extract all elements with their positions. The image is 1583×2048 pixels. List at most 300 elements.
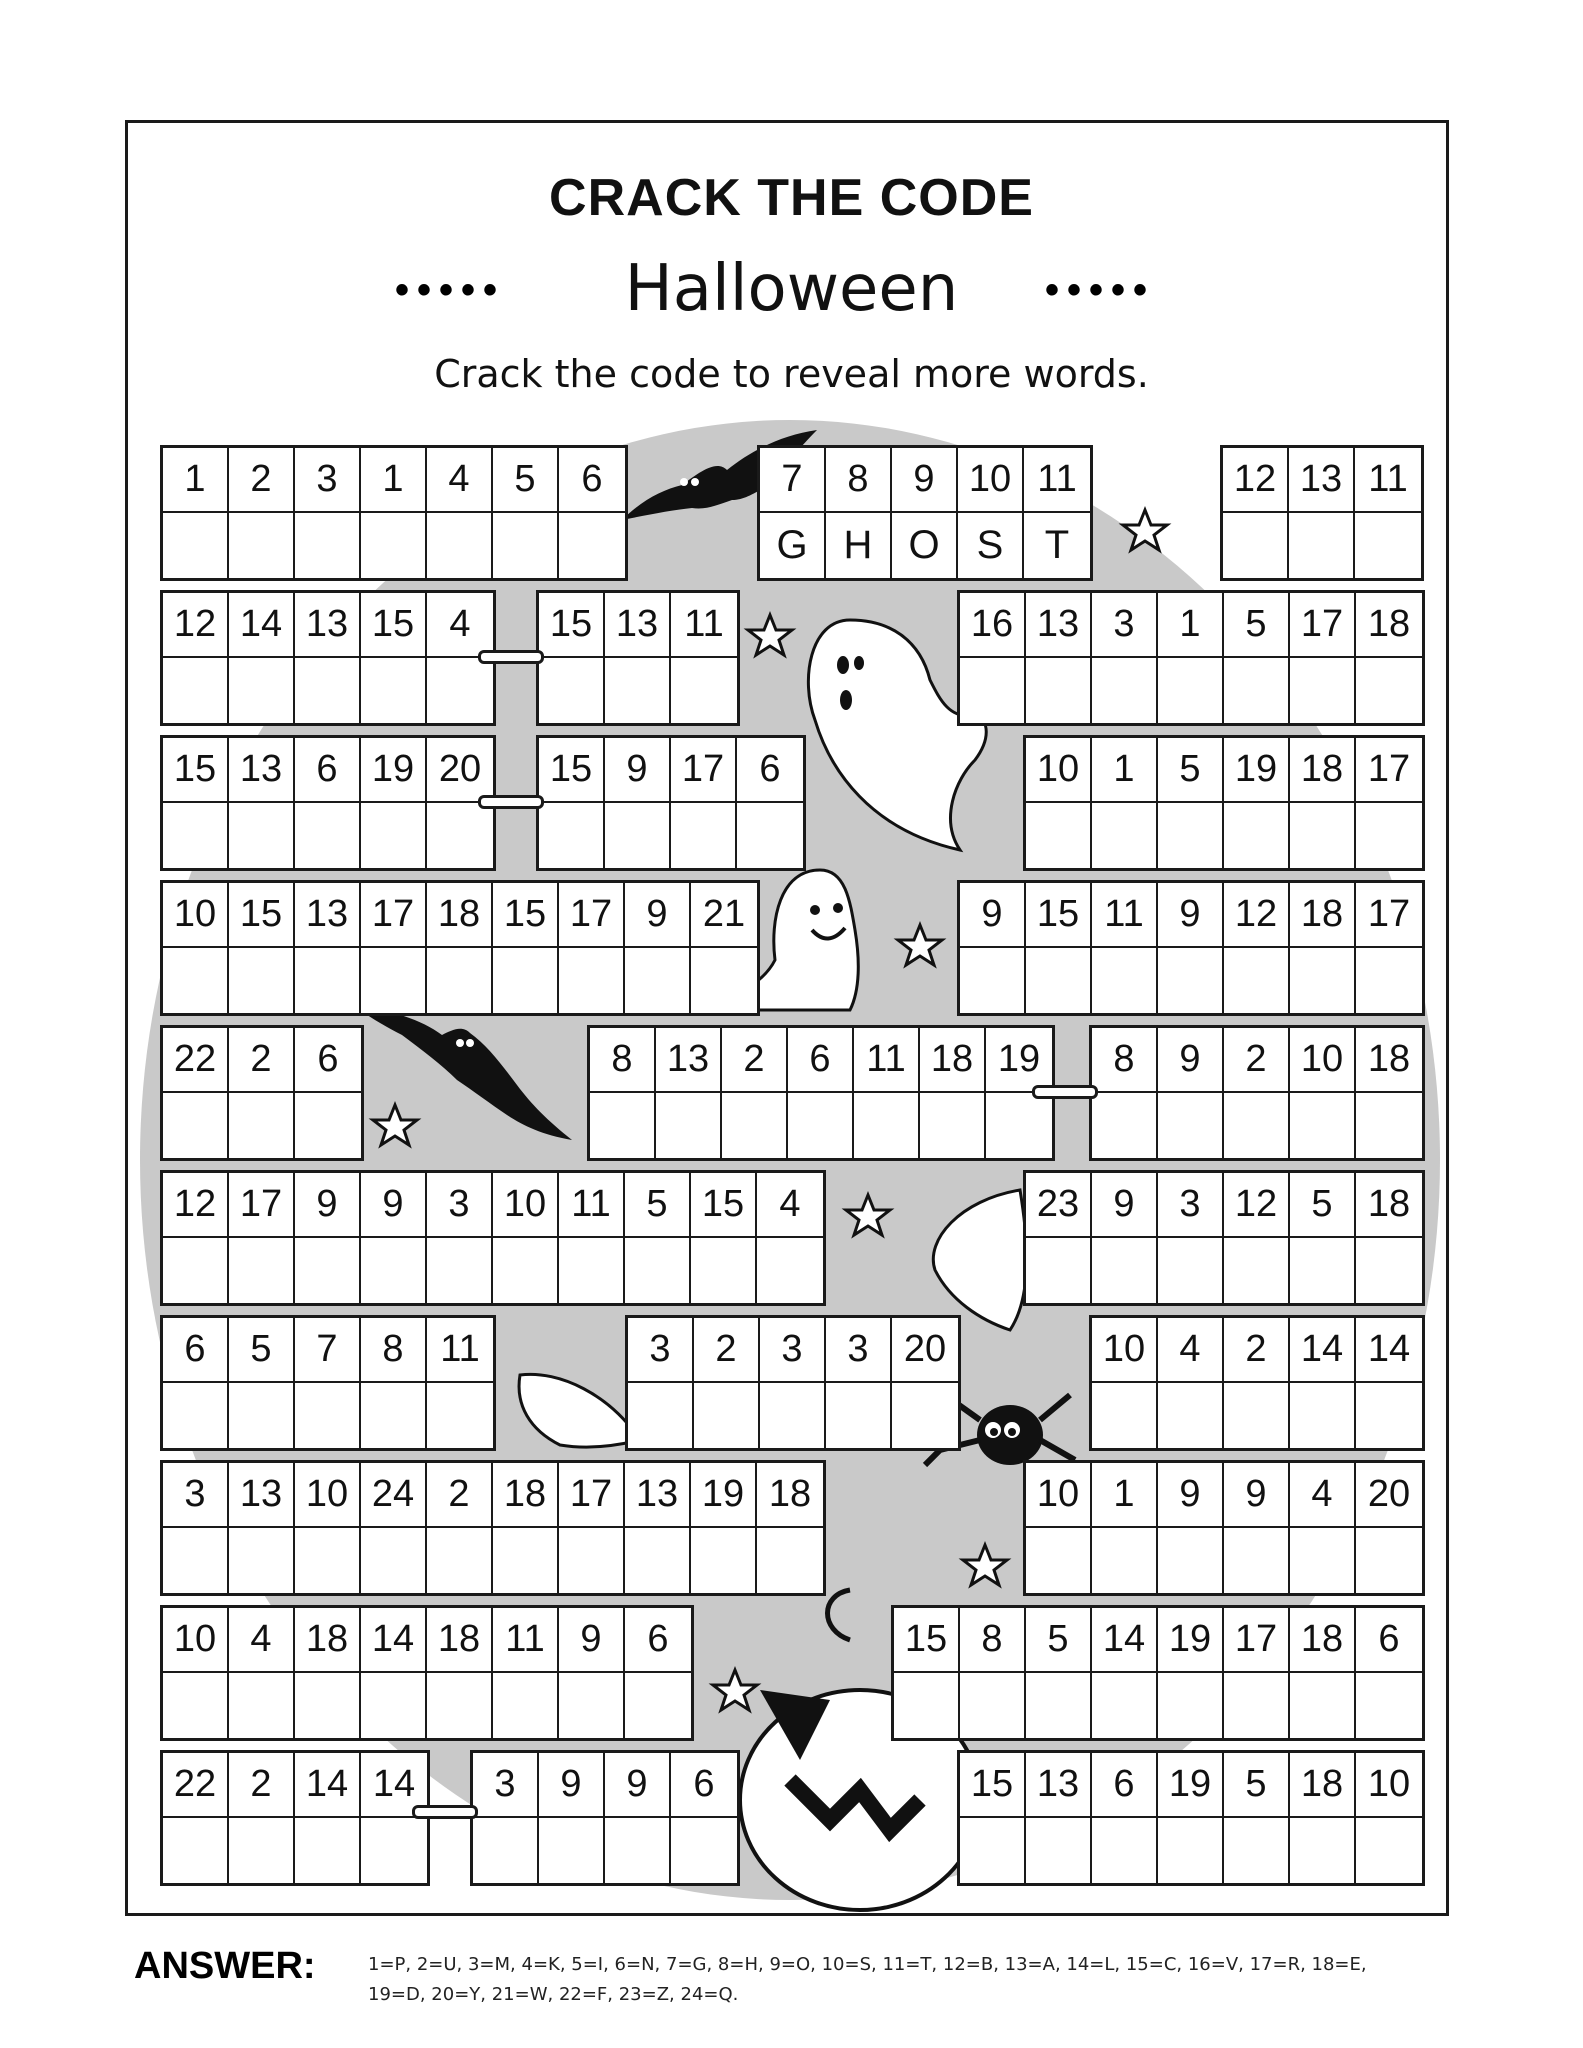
- letter-slot[interactable]: [361, 1383, 425, 1448]
- letter-slot[interactable]: T: [1044, 523, 1070, 567]
- code-cell[interactable]: [1290, 1028, 1356, 1158]
- letter-slot[interactable]: [1356, 1383, 1422, 1448]
- code-cell[interactable]: [605, 738, 671, 868]
- letter-slot[interactable]: [1026, 1818, 1090, 1883]
- code-cell[interactable]: [788, 1028, 854, 1158]
- code-cell[interactable]: [427, 1463, 493, 1593]
- code-cell[interactable]: [1224, 1608, 1290, 1738]
- code-cell[interactable]: [361, 448, 427, 578]
- code-cell[interactable]: [229, 1173, 295, 1303]
- code-cell[interactable]: [1356, 1463, 1422, 1593]
- letter-slot[interactable]: [427, 513, 491, 578]
- code-cell[interactable]: [760, 1318, 826, 1448]
- letter-slot[interactable]: [625, 1528, 689, 1593]
- code-cell[interactable]: [691, 883, 757, 1013]
- letter-slot[interactable]: [427, 1528, 491, 1593]
- code-cell[interactable]: [229, 1608, 295, 1738]
- code-cell[interactable]: [427, 1608, 493, 1738]
- code-cell[interactable]: [163, 1608, 229, 1738]
- code-cell[interactable]: [295, 448, 361, 578]
- letter-slot[interactable]: [493, 513, 557, 578]
- code-cell[interactable]: [1092, 738, 1158, 868]
- code-cell[interactable]: [1224, 738, 1290, 868]
- letter-slot[interactable]: [295, 1238, 359, 1303]
- code-cell[interactable]: [295, 738, 361, 868]
- code-cell[interactable]: [295, 1173, 361, 1303]
- letter-slot[interactable]: [892, 1383, 958, 1448]
- code-cell[interactable]: [1356, 1753, 1422, 1883]
- code-cell[interactable]: [1290, 593, 1356, 723]
- letter-slot[interactable]: [1356, 1673, 1422, 1738]
- code-cell[interactable]: [163, 1318, 229, 1448]
- letter-slot[interactable]: [1356, 1093, 1422, 1158]
- letter-slot[interactable]: [229, 1093, 293, 1158]
- code-cell[interactable]: [361, 1608, 427, 1738]
- code-cell[interactable]: [163, 593, 229, 723]
- letter-slot[interactable]: [656, 1093, 720, 1158]
- code-cell[interactable]: [1092, 593, 1158, 723]
- code-cell[interactable]: [1092, 1028, 1158, 1158]
- letter-slot[interactable]: [737, 803, 803, 868]
- letter-slot[interactable]: [229, 1238, 293, 1303]
- letter-slot[interactable]: [295, 1383, 359, 1448]
- code-cell[interactable]: [1356, 1028, 1422, 1158]
- letter-slot[interactable]: [1224, 1818, 1288, 1883]
- code-cell[interactable]: [1092, 1318, 1158, 1448]
- letter-slot[interactable]: [229, 1818, 293, 1883]
- code-cell[interactable]: [694, 1318, 760, 1448]
- letter-slot[interactable]: [229, 1383, 293, 1448]
- code-cell[interactable]: [1290, 1173, 1356, 1303]
- code-cell[interactable]: [1290, 1608, 1356, 1738]
- code-cell[interactable]: [1026, 738, 1092, 868]
- code-cell[interactable]: [1092, 1753, 1158, 1883]
- code-cell[interactable]: [894, 1608, 960, 1738]
- letter-slot[interactable]: [1290, 1528, 1354, 1593]
- letter-slot[interactable]: [1026, 1238, 1090, 1303]
- letter-slot[interactable]: [229, 948, 293, 1013]
- letter-slot[interactable]: [1290, 803, 1354, 868]
- code-cell[interactable]: [854, 1028, 920, 1158]
- letter-slot[interactable]: [894, 1673, 958, 1738]
- letter-slot[interactable]: [960, 1673, 1024, 1738]
- code-cell[interactable]: [826, 1318, 892, 1448]
- letter-slot[interactable]: [539, 1818, 603, 1883]
- letter-slot[interactable]: [361, 658, 425, 723]
- letter-slot[interactable]: [163, 1818, 227, 1883]
- letter-slot[interactable]: [788, 1093, 852, 1158]
- letter-slot[interactable]: [229, 513, 293, 578]
- letter-slot[interactable]: [559, 1238, 623, 1303]
- code-cell[interactable]: [590, 1028, 656, 1158]
- code-cell[interactable]: [229, 1463, 295, 1593]
- letter-slot[interactable]: [163, 658, 227, 723]
- letter-slot[interactable]: [671, 803, 735, 868]
- letter-slot[interactable]: [427, 948, 491, 1013]
- letter-slot[interactable]: [760, 1383, 824, 1448]
- code-cell[interactable]: [1158, 1028, 1224, 1158]
- letter-slot[interactable]: [1092, 1383, 1156, 1448]
- code-cell[interactable]: [1224, 1318, 1290, 1448]
- code-cell[interactable]: [960, 1608, 1026, 1738]
- letter-slot[interactable]: [1223, 513, 1287, 578]
- letter-slot[interactable]: [427, 658, 493, 723]
- code-cell[interactable]: [163, 1463, 229, 1593]
- letter-slot[interactable]: [605, 1818, 669, 1883]
- code-cell[interactable]: [605, 1753, 671, 1883]
- code-cell[interactable]: [1290, 1463, 1356, 1593]
- letter-slot[interactable]: [493, 1673, 557, 1738]
- letter-slot[interactable]: [1290, 1093, 1354, 1158]
- code-cell[interactable]: [229, 738, 295, 868]
- letter-slot[interactable]: [986, 1093, 1052, 1158]
- letter-slot[interactable]: [1224, 1238, 1288, 1303]
- letter-slot[interactable]: [1355, 513, 1421, 578]
- code-cell[interactable]: [1092, 1173, 1158, 1303]
- code-cell[interactable]: [361, 1173, 427, 1303]
- letter-slot[interactable]: [1158, 1528, 1222, 1593]
- code-cell[interactable]: [1158, 1608, 1224, 1738]
- code-cell[interactable]: [1024, 448, 1090, 578]
- code-cell[interactable]: [1224, 883, 1290, 1013]
- code-cell[interactable]: [960, 593, 1026, 723]
- letter-slot[interactable]: [920, 1093, 984, 1158]
- code-cell[interactable]: [1026, 1608, 1092, 1738]
- letter-slot[interactable]: [694, 1383, 758, 1448]
- letter-slot[interactable]: [625, 1673, 691, 1738]
- code-cell[interactable]: [826, 448, 892, 578]
- code-cell[interactable]: [960, 883, 1026, 1013]
- code-cell[interactable]: [1224, 1028, 1290, 1158]
- code-cell[interactable]: [295, 1463, 361, 1593]
- letter-slot[interactable]: [1356, 948, 1422, 1013]
- letter-slot[interactable]: [427, 1238, 491, 1303]
- code-cell[interactable]: [295, 883, 361, 1013]
- code-cell[interactable]: [229, 448, 295, 578]
- code-cell[interactable]: [229, 1028, 295, 1158]
- code-cell[interactable]: [625, 1173, 691, 1303]
- code-cell[interactable]: [559, 1173, 625, 1303]
- letter-slot[interactable]: [1158, 948, 1222, 1013]
- code-cell[interactable]: [920, 1028, 986, 1158]
- code-cell[interactable]: [493, 1608, 559, 1738]
- letter-slot[interactable]: [295, 1673, 359, 1738]
- letter-slot[interactable]: G: [776, 523, 808, 567]
- letter-slot[interactable]: [1224, 1383, 1288, 1448]
- letter-slot[interactable]: [1290, 1238, 1354, 1303]
- letter-slot[interactable]: [163, 1673, 227, 1738]
- code-cell[interactable]: [1356, 1608, 1422, 1738]
- letter-slot[interactable]: [590, 1093, 654, 1158]
- letter-slot[interactable]: S: [976, 523, 1004, 567]
- letter-slot[interactable]: [163, 1383, 227, 1448]
- letter-slot[interactable]: [1158, 803, 1222, 868]
- code-cell[interactable]: [1290, 1753, 1356, 1883]
- letter-slot[interactable]: [361, 1673, 425, 1738]
- code-cell[interactable]: [361, 593, 427, 723]
- code-cell[interactable]: [539, 593, 605, 723]
- letter-slot[interactable]: [1092, 658, 1156, 723]
- code-cell[interactable]: [295, 1608, 361, 1738]
- code-cell[interactable]: [493, 448, 559, 578]
- letter-slot[interactable]: [559, 948, 623, 1013]
- letter-slot[interactable]: [1356, 1238, 1422, 1303]
- letter-slot[interactable]: [1026, 948, 1090, 1013]
- letter-slot[interactable]: [493, 1528, 557, 1593]
- code-cell[interactable]: [1355, 448, 1421, 578]
- letter-slot[interactable]: [1356, 1818, 1422, 1883]
- code-cell[interactable]: [295, 593, 361, 723]
- letter-slot[interactable]: H: [843, 523, 873, 567]
- code-cell[interactable]: [1158, 593, 1224, 723]
- letter-slot[interactable]: [1224, 1093, 1288, 1158]
- code-cell[interactable]: [493, 883, 559, 1013]
- letter-slot[interactable]: [427, 1383, 493, 1448]
- code-cell[interactable]: [427, 1173, 493, 1303]
- code-cell[interactable]: [625, 1463, 691, 1593]
- code-cell[interactable]: [958, 448, 1024, 578]
- letter-slot[interactable]: [625, 948, 689, 1013]
- code-cell[interactable]: [229, 883, 295, 1013]
- code-cell[interactable]: [1356, 593, 1422, 723]
- letter-slot[interactable]: [691, 1528, 755, 1593]
- letter-slot[interactable]: [960, 948, 1024, 1013]
- code-cell[interactable]: [760, 448, 826, 578]
- code-cell[interactable]: [625, 883, 691, 1013]
- code-cell[interactable]: [1092, 883, 1158, 1013]
- letter-slot[interactable]: [163, 1238, 227, 1303]
- letter-slot[interactable]: [1158, 1673, 1222, 1738]
- letter-slot[interactable]: [605, 803, 669, 868]
- letter-slot[interactable]: [1158, 1093, 1222, 1158]
- letter-slot[interactable]: [295, 513, 359, 578]
- letter-slot[interactable]: [671, 1818, 737, 1883]
- letter-slot[interactable]: [960, 658, 1024, 723]
- letter-slot[interactable]: [229, 1673, 293, 1738]
- code-cell[interactable]: [361, 1318, 427, 1448]
- letter-slot[interactable]: [1092, 1528, 1156, 1593]
- code-cell[interactable]: [1026, 593, 1092, 723]
- letter-slot[interactable]: [605, 658, 669, 723]
- letter-slot[interactable]: [295, 1528, 359, 1593]
- letter-slot[interactable]: [1356, 803, 1422, 868]
- code-cell[interactable]: [559, 1463, 625, 1593]
- letter-slot[interactable]: [361, 1528, 425, 1593]
- code-cell[interactable]: [625, 1608, 691, 1738]
- code-cell[interactable]: [1224, 1753, 1290, 1883]
- letter-slot[interactable]: [757, 1238, 823, 1303]
- code-cell[interactable]: [295, 1028, 361, 1158]
- code-cell[interactable]: [1026, 883, 1092, 1013]
- letter-slot[interactable]: [163, 1093, 227, 1158]
- letter-slot[interactable]: [1092, 1673, 1156, 1738]
- letter-slot[interactable]: [427, 1673, 491, 1738]
- letter-slot[interactable]: [1026, 1673, 1090, 1738]
- letter-slot[interactable]: [1224, 948, 1288, 1013]
- code-cell[interactable]: [1223, 448, 1289, 578]
- code-cell[interactable]: [1026, 1753, 1092, 1883]
- letter-slot[interactable]: [229, 803, 293, 868]
- letter-slot[interactable]: [1290, 948, 1354, 1013]
- letter-slot[interactable]: [1224, 1673, 1288, 1738]
- letter-slot[interactable]: [295, 1093, 361, 1158]
- letter-slot[interactable]: [691, 1238, 755, 1303]
- code-cell[interactable]: [757, 1463, 823, 1593]
- code-cell[interactable]: [1026, 1173, 1092, 1303]
- letter-slot[interactable]: [1026, 1528, 1090, 1593]
- code-cell[interactable]: [1356, 883, 1422, 1013]
- code-cell[interactable]: [295, 1318, 361, 1448]
- code-cell[interactable]: [163, 1173, 229, 1303]
- letter-slot[interactable]: [1026, 658, 1090, 723]
- letter-slot[interactable]: O: [908, 523, 940, 567]
- letter-slot[interactable]: [757, 1528, 823, 1593]
- letter-slot[interactable]: [1290, 658, 1354, 723]
- code-cell[interactable]: [163, 738, 229, 868]
- code-cell[interactable]: [1224, 1463, 1290, 1593]
- letter-slot[interactable]: [1224, 803, 1288, 868]
- letter-slot[interactable]: [1026, 803, 1090, 868]
- code-cell[interactable]: [427, 883, 493, 1013]
- letter-slot[interactable]: [229, 658, 293, 723]
- letter-slot[interactable]: [559, 513, 625, 578]
- letter-slot[interactable]: [539, 803, 603, 868]
- letter-slot[interactable]: [625, 1238, 689, 1303]
- code-cell[interactable]: [1356, 1318, 1422, 1448]
- code-cell[interactable]: [1224, 1173, 1290, 1303]
- letter-slot[interactable]: [295, 803, 359, 868]
- letter-slot[interactable]: [1158, 1383, 1222, 1448]
- code-cell[interactable]: [1158, 1753, 1224, 1883]
- letter-slot[interactable]: [493, 948, 557, 1013]
- letter-slot[interactable]: [559, 1528, 623, 1593]
- letter-slot[interactable]: [163, 803, 227, 868]
- letter-slot[interactable]: [1092, 803, 1156, 868]
- code-cell[interactable]: [361, 738, 427, 868]
- code-cell[interactable]: [691, 1173, 757, 1303]
- code-cell[interactable]: [1158, 883, 1224, 1013]
- code-cell[interactable]: [163, 883, 229, 1013]
- code-cell[interactable]: [1224, 593, 1290, 723]
- letter-slot[interactable]: [1224, 1528, 1288, 1593]
- letter-slot[interactable]: [295, 1818, 359, 1883]
- code-cell[interactable]: [539, 738, 605, 868]
- letter-slot[interactable]: [361, 948, 425, 1013]
- code-cell[interactable]: [1026, 1463, 1092, 1593]
- code-cell[interactable]: [229, 593, 295, 723]
- letter-slot[interactable]: [1092, 1093, 1156, 1158]
- code-cell[interactable]: [559, 1608, 625, 1738]
- letter-slot[interactable]: [427, 803, 493, 868]
- letter-slot[interactable]: [1289, 513, 1353, 578]
- letter-slot[interactable]: [722, 1093, 786, 1158]
- letter-slot[interactable]: [1158, 1818, 1222, 1883]
- letter-slot[interactable]: [361, 1818, 427, 1883]
- code-cell[interactable]: [361, 883, 427, 1013]
- letter-slot[interactable]: [1290, 1673, 1354, 1738]
- code-cell[interactable]: [559, 883, 625, 1013]
- code-cell[interactable]: [1290, 883, 1356, 1013]
- code-cell[interactable]: [493, 1173, 559, 1303]
- code-cell[interactable]: [1158, 738, 1224, 868]
- code-cell[interactable]: [1158, 1318, 1224, 1448]
- letter-slot[interactable]: [295, 658, 359, 723]
- code-cell[interactable]: [229, 1318, 295, 1448]
- code-cell[interactable]: [493, 1463, 559, 1593]
- letter-slot[interactable]: [1224, 658, 1288, 723]
- code-cell[interactable]: [757, 1173, 823, 1303]
- code-cell[interactable]: [1158, 1173, 1224, 1303]
- letter-slot[interactable]: [1356, 1528, 1422, 1593]
- letter-slot[interactable]: [163, 948, 227, 1013]
- letter-slot[interactable]: [539, 658, 603, 723]
- letter-slot[interactable]: [295, 948, 359, 1013]
- code-cell[interactable]: [427, 448, 493, 578]
- code-cell[interactable]: [1289, 448, 1355, 578]
- code-cell[interactable]: [163, 1028, 229, 1158]
- letter-slot[interactable]: [493, 1238, 557, 1303]
- code-cell[interactable]: [628, 1318, 694, 1448]
- code-cell[interactable]: [473, 1753, 539, 1883]
- code-cell[interactable]: [1290, 738, 1356, 868]
- code-cell[interactable]: [656, 1028, 722, 1158]
- code-cell[interactable]: [892, 1318, 958, 1448]
- code-cell[interactable]: [1290, 1318, 1356, 1448]
- code-cell[interactable]: [671, 738, 737, 868]
- code-cell[interactable]: [361, 1463, 427, 1593]
- letter-slot[interactable]: [1158, 658, 1222, 723]
- code-cell[interactable]: [295, 1753, 361, 1883]
- code-cell[interactable]: [605, 593, 671, 723]
- letter-slot[interactable]: [163, 1528, 227, 1593]
- letter-slot[interactable]: [691, 948, 757, 1013]
- code-cell[interactable]: [737, 738, 803, 868]
- code-cell[interactable]: [1092, 1463, 1158, 1593]
- letter-slot[interactable]: [1356, 658, 1422, 723]
- code-cell[interactable]: [892, 448, 958, 578]
- code-cell[interactable]: [163, 1753, 229, 1883]
- letter-slot[interactable]: [1092, 1818, 1156, 1883]
- letter-slot[interactable]: [628, 1383, 692, 1448]
- letter-slot[interactable]: [854, 1093, 918, 1158]
- code-cell[interactable]: [1158, 1463, 1224, 1593]
- letter-slot[interactable]: [1092, 1238, 1156, 1303]
- letter-slot[interactable]: [671, 658, 737, 723]
- code-cell[interactable]: [427, 1318, 493, 1448]
- letter-slot[interactable]: [826, 1383, 890, 1448]
- code-cell[interactable]: [539, 1753, 605, 1883]
- code-cell[interactable]: [671, 593, 737, 723]
- letter-slot[interactable]: [361, 1238, 425, 1303]
- letter-slot[interactable]: [361, 803, 425, 868]
- code-cell[interactable]: [1092, 1608, 1158, 1738]
- code-cell[interactable]: [960, 1753, 1026, 1883]
- code-cell[interactable]: [229, 1753, 295, 1883]
- code-cell[interactable]: [722, 1028, 788, 1158]
- code-cell[interactable]: [691, 1463, 757, 1593]
- letter-slot[interactable]: [361, 513, 425, 578]
- letter-slot[interactable]: [473, 1818, 537, 1883]
- letter-slot[interactable]: [1158, 1238, 1222, 1303]
- code-cell[interactable]: [1356, 1173, 1422, 1303]
- letter-slot[interactable]: [163, 513, 227, 578]
- code-cell[interactable]: [671, 1753, 737, 1883]
- letter-slot[interactable]: [1290, 1383, 1354, 1448]
- code-cell[interactable]: [559, 448, 625, 578]
- letter-slot[interactable]: [229, 1528, 293, 1593]
- letter-slot[interactable]: [559, 1673, 623, 1738]
- code-cell[interactable]: [1356, 738, 1422, 868]
